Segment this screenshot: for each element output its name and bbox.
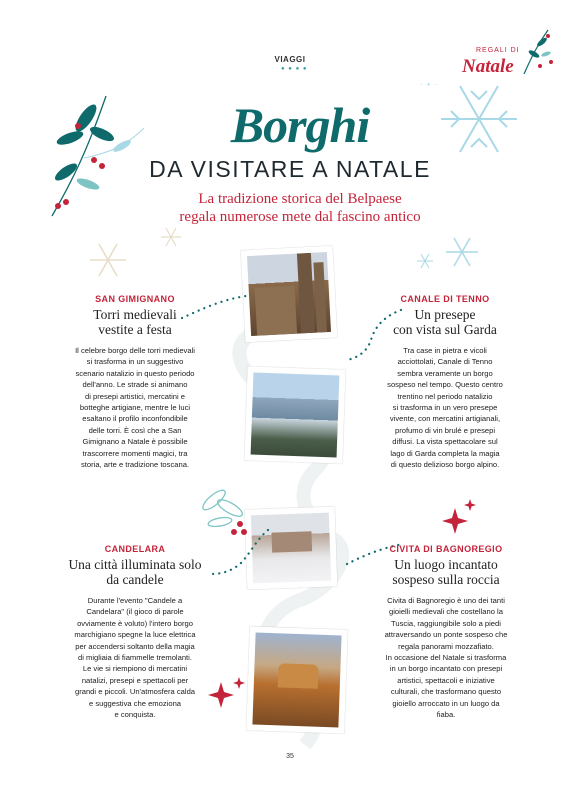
photo-canale-di-tenno (244, 366, 345, 463)
snowflake-small-icon (88, 240, 128, 280)
article-headline: Torri medievali vestite a festa (93, 307, 177, 337)
article-candelara (55, 544, 215, 720)
snowflake-small-icon-3 (444, 234, 480, 270)
page-subtitle: DA VISITARE A NATALE (149, 156, 431, 182)
photo-san-gimignano (241, 246, 338, 343)
article-san-gimignano (55, 294, 215, 470)
article-place: SAN GIMIGNANO (95, 294, 175, 304)
brand-small-label: REGALI DI (476, 47, 520, 54)
section-label: VIAGGI (274, 55, 306, 64)
article-civita-di-bagnoregio (362, 544, 530, 720)
article-headline: Un presepe con vista sul Garda (393, 307, 497, 337)
article-place: CANDELARA (104, 544, 166, 554)
section-dots: ● ● ● ● (281, 66, 308, 72)
article-body: Il celebre borgo delle torri medievali si trasforma in un suggestivo scenario natalizio in questo periodo dell'anno. Le strade si animano di presepi artistici, mercatini e botteghe artigiane, mentre le luci esaltano il profilo inconfondibile delle torri. È così che a San Gimignano a Natale è possibile trascorrere momenti magici, tra storia, arte e tradizione toscana. (75, 346, 195, 470)
article-headline: Una città illuminata solo da candele (68, 557, 202, 587)
snowflake-small-icon-4 (416, 252, 434, 270)
article-body: Durante l'evento "Candele a Candelara" (il gioco di parole ovviamente è voluto) l'intero borgo marchigiano spegne la luce elettrica per accendersi soltanto della magia di migliaia di fiammelle tremolanti. Le vie si riempiono di mercatini natalizi, presepi e spettacoli per grandi e piccoli. Un'atmosfera calda e suggestiva che emoziona e conquista. (74, 596, 196, 720)
article-headline: Un luogo incantato sospeso sulla roccia (392, 557, 500, 587)
brand-logo-natale: Natale (462, 56, 514, 77)
page-number: 35 (286, 753, 294, 760)
snowflake-small-icon-2 (160, 226, 182, 248)
article-body: Civita di Bagnoregio è uno dei tanti gioielli medievali che costellano la Tuscia, raggiungibile solo a piedi attraversando un ponte sospeso che regala panorami mozzafiato. In occasione del Natale si trasforma in un borgo incantato con presepi artistici, spettacoli e iniziative culturali, che trasformano questo gioiello arroccato in un luogo da fiaba. (384, 596, 508, 720)
lead-line-2: regala numerose mete dal fascino antico (179, 209, 421, 225)
article-place: CANALE DI TENNO (400, 294, 490, 304)
lead-line-1: La tradizione storica del Belpaese (198, 191, 402, 207)
page-title: Borghi (230, 97, 370, 153)
article-place: CIVITA DI BAGNOREGIO (389, 544, 503, 554)
holly-leaves-icon (194, 478, 256, 540)
photo-civita-di-bagnoregio (246, 626, 348, 733)
article-body: Tra case in pietra e vicoli acciottolati, Canale di Tenno sembra veramente un borgo sospeso nel tempo. Questo centro trentino nel periodo natalizio si trasforma in un vero presepe vivente, con mercatini artigianali, profumo di vin brulé e presepi diffusi. La vista spettacolare sul lago di Garda completa la magia di questo delizioso borgo alpino. (387, 346, 503, 470)
snow-dots-icon: · • · (420, 80, 438, 89)
article-canale-di-tenno (365, 294, 525, 470)
lead-paragraph (0, 190, 580, 226)
sparkle-star-small-icon-2 (232, 676, 246, 690)
holly-sprig-icon (518, 26, 554, 76)
sparkle-star-small-icon (463, 498, 477, 512)
